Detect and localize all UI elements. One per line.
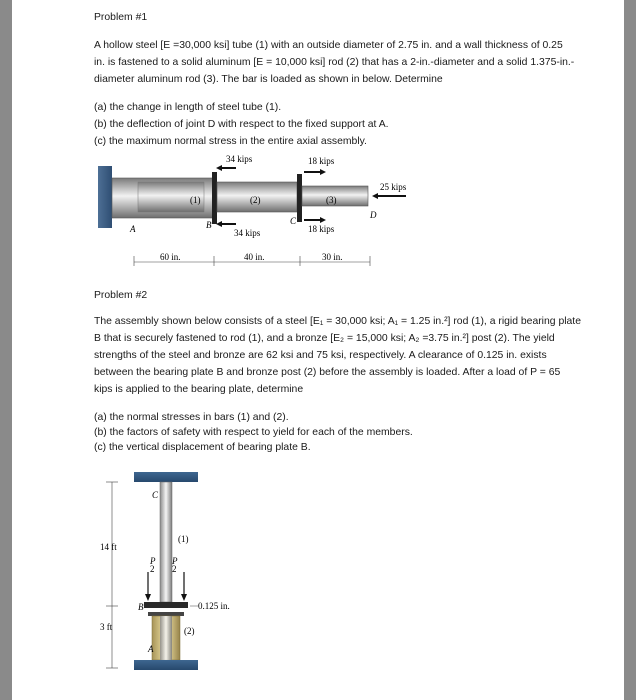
problem1-question-b: (b) the deflection of joint D with respect to the fixed support at A.	[94, 119, 389, 130]
base-support	[134, 660, 198, 670]
label-member-3: (3)	[326, 195, 337, 205]
fixed-wall	[98, 166, 112, 228]
axial-assembly-figure	[98, 152, 428, 272]
label-point-c: C	[152, 490, 159, 500]
problem1-question-a: (a) the change in length of steel tube (1).	[94, 102, 282, 113]
problem2-line-2: B that is securely fastened to rod (1), and a bronze [E₂ = 15,000 ksi; A₂ =3.75 in.²] post (2). The yield	[94, 333, 555, 344]
label-point-b: B	[138, 602, 144, 612]
label-point-a: A	[130, 224, 136, 234]
label-load-left-den: 2	[150, 564, 155, 574]
label-load-top-left: 34 kips	[226, 154, 253, 164]
label-point-b: B	[206, 220, 212, 230]
problem2-line-5: kips is applied to the bearing plate, determine	[94, 384, 304, 395]
problem2-heading: Problem #2	[94, 290, 148, 301]
label-load-bottom-right: 18 kips	[308, 224, 335, 234]
flange-b	[212, 172, 217, 224]
bearing-plate-b	[144, 602, 188, 608]
problem1-heading: Problem #1	[94, 12, 148, 23]
arrowhead	[372, 193, 378, 199]
rod-through-post	[160, 616, 172, 660]
problem1-line-2: in. is fastened to a solid aluminum [E = 10,000 ksi] rod (2) that has a 2-in.-diameter and a solid 1.375-in.-	[94, 57, 575, 68]
problem1-line-3: diameter aluminum rod (3). The bar is loaded as shown in below. Determine	[94, 74, 443, 85]
problem1-question-c: (c) the maximum normal stress in the entire axial assembly.	[94, 136, 367, 147]
problem2-line-3: strengths of the steel and bronze are 62 ksi and 75 ksi, respectively. A clearance of 0.125 in. exists	[94, 350, 547, 361]
arrowhead	[320, 217, 326, 223]
label-load-bottom-left: 34 kips	[234, 228, 261, 238]
label-len-1: 60 in.	[160, 252, 181, 262]
problem1-line-1: A hollow steel [E =30,000 ksi] tube (1) with an outside diameter of 2.75 in. and a wall thickness of 0.25	[94, 40, 563, 51]
label-len-2: 40 in.	[244, 252, 265, 262]
problem2-line-4: between the bearing plate B and bronze post (2) before the assembly is loaded. After a load of P = 65	[94, 367, 561, 378]
arrowhead	[181, 594, 187, 601]
label-member-1: (1)	[190, 195, 201, 205]
problem2-question-a: (a) the normal stresses in bars (1) and (2).	[94, 412, 289, 423]
label-load-right-num: P	[172, 556, 178, 566]
label-point-a: A	[148, 644, 154, 654]
label-member-2: (2)	[250, 195, 261, 205]
top-support	[134, 472, 198, 482]
label-load-end: 25 kips	[380, 182, 407, 192]
label-len-3: 30 in.	[322, 252, 343, 262]
label-len-top: 14 ft	[100, 542, 117, 552]
problem2-question-c: (c) the vertical displacement of bearing plate B.	[94, 442, 311, 453]
label-member-1: (1)	[178, 534, 189, 544]
problem2-line-1: The assembly shown below consists of a steel [E₁ = 30,000 ksi; A₁ = 1.25 in.²] rod (1), a rigid bearing plate	[94, 316, 581, 327]
post-cap	[148, 612, 184, 616]
rod-post-figure	[94, 468, 254, 690]
arrowhead	[216, 165, 222, 171]
document-page	[12, 0, 624, 700]
label-len-bottom: 3 ft	[100, 622, 113, 632]
label-load-top-right: 18 kips	[308, 156, 335, 166]
arrowhead	[145, 594, 151, 601]
steel-rod-1	[160, 482, 172, 602]
arrowhead	[320, 169, 326, 175]
label-load-left-num: P	[150, 556, 156, 566]
problem2-question-b: (b) the factors of safety with respect to yield for each of the members.	[94, 427, 413, 438]
label-member-2: (2)	[184, 626, 195, 636]
label-load-right-den: 2	[172, 564, 177, 574]
label-clearance: 0.125 in.	[198, 601, 230, 611]
label-point-d: D	[370, 210, 377, 220]
flange-c	[297, 174, 302, 222]
label-point-c: C	[290, 216, 297, 226]
